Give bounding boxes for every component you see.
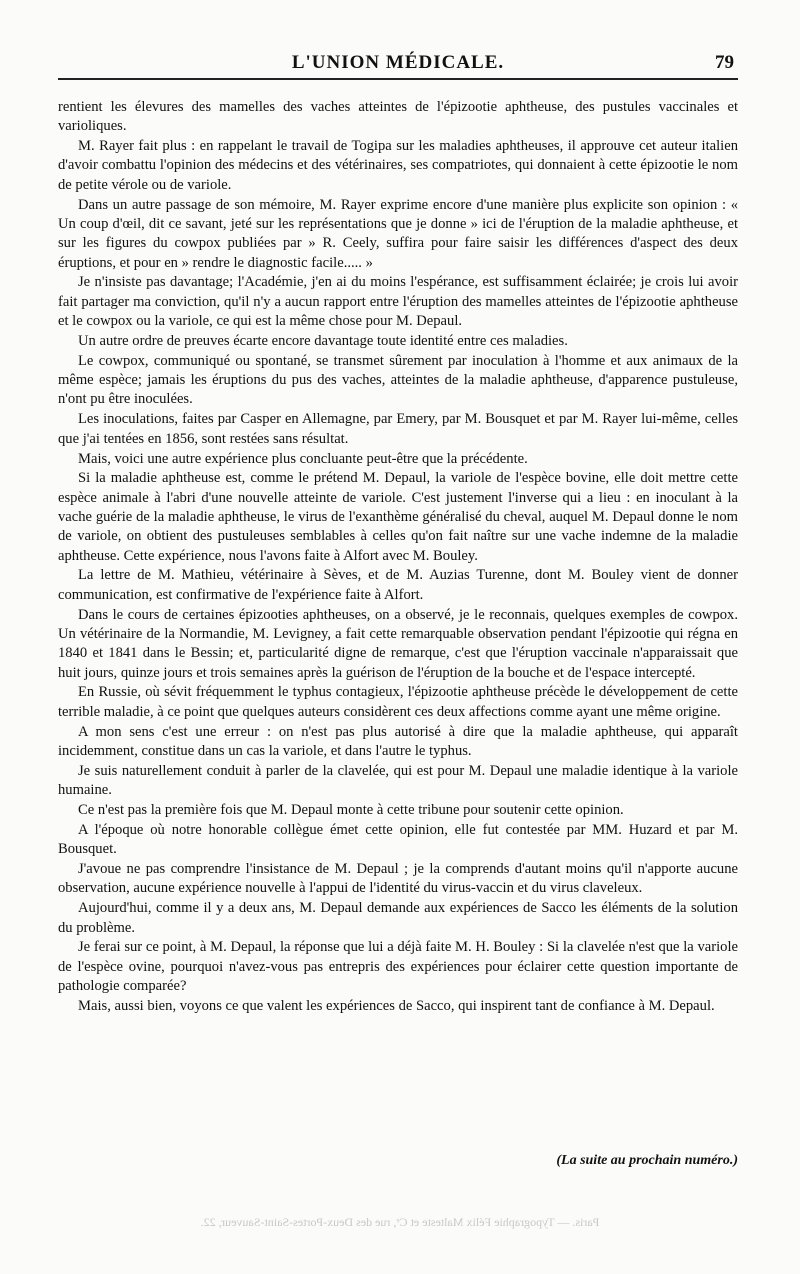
paragraph: Dans le cours de certaines épizooties aphtheuses, on a observé, je le reconnais, quelques exemples de cowpox. Un vétérinaire de la Normandie, M. Levigney, a fait cette remarquable observation pendant l'épizootie qui régna en 1840 et 1841 dans le Bessin; et, particularité digne de remarque, c'est que l'éruption vaccinale n'apparaissait que huit jours, quinze jours et trois semaines après la guérison de l'éruption de la bouche et de l'espace intercepté. <box>58 606 738 681</box>
paragraph: Dans un autre passage de son mémoire, M. Rayer exprime encore d'une manière plus explicite son opinion : « Un coup d'œil, dit ce savant, jeté sur les représentations que je donne » ici de l'éruption de la maladie aphtheuse, et sur les figures du cowpox publiées par » R. Ceely, suffira pour faire saisir les différences d'aspect des deux éruptions, et pour en » rendre le diagnostic facile..... » <box>58 196 738 271</box>
page-header <box>58 50 738 76</box>
paragraph: Si la maladie aphtheuse est, comme le prétend M. Depaul, la variole de l'espèce bovine, elle doit mettre cette espèce animale à l'abri d'une nouvelle atteinte de variole. C'est justement l'inverse qui a lieu : en inoculant à la vache guérie de la maladie aphtheuse, le virus de l'exanthème généralisé du cheval, auquel M. Depaul donne le nom de variole, on obtient des pustuleuses semblables à celles qu'on fait naître sur une vache indemne de la maladie aphtheuse. Cette expérience, nous l'avons faite à Alfort avec M. Bouley. <box>58 470 738 564</box>
paragraph: Mais, voici une autre expérience plus concluante peut-être que la précédente. <box>78 450 528 467</box>
paragraph: J'avoue ne pas comprendre l'insistance de M. Depaul ; je la comprends d'autant moins qu'il n'apporte aucune observation, aucune expérience nouvelle à l'appui de l'identité du virus-vaccin et du virus claveleux. <box>58 861 738 897</box>
paragraph: La lettre de M. Mathieu, vétérinaire à Sèves, et de M. Auzias Turenne, dont M. Bouley vient de donner communication, est confirmative de l'expérience faite à Alfort. <box>58 567 738 603</box>
paragraph: Le cowpox, communiqué ou spontané, se transmet sûrement par inoculation à l'homme et aux animaux de la même espèce; jamais les éruptions du pus des vaches, atteintes de la maladie aphtheuse, d'apparence pustuleuse, n'ont pu être inoculées. <box>58 352 738 408</box>
paragraph: A l'époque où notre honorable collègue émet cette opinion, elle fut contestée par MM. Huzard et par M. Bousquet. <box>58 821 738 858</box>
paragraph: En Russie, où sévit fréquemment le typhus contagieux, l'épizootie aphtheuse précède le développement de cette terrible maladie, à ce point que quelques auteurs considèrent ces deux affections comme ayant une même origine. <box>58 684 738 720</box>
paragraph: Aujourd'hui, comme il y a deux ans, M. Depaul demande aux expériences de Sacco les éléments de la solution du problème. <box>58 900 738 936</box>
page-number: 79 <box>715 52 734 73</box>
continuation-note: (La suite au prochain numéro.) <box>556 1153 738 1168</box>
paragraph: Je ferai sur ce point, à M. Depaul, la réponse que lui a déjà faite M. H. Bouley : Si la clavelée n'est que la variole de l'espèce ovine, pourquoi n'avez-vous pas entrepris des expériences pour éclairer cette question importante de pathologie comparée? <box>58 939 738 995</box>
paragraph: Je suis naturellement conduit à parler de la clavelée, qui est pour M. Depaul une maladie identique à la variole humaine. <box>58 762 738 799</box>
paragraph: M. Rayer fait plus : en rappelant le travail de Togipa sur les maladies aphtheuses, il approuve cet auteur italien d'avoir combattu l'opinion des médecins et des vétérinaires, ses compatriotes, qui donnaient à cette épizootie le nom de petite vérole ou de variole. <box>58 138 738 193</box>
header-rule <box>58 78 738 80</box>
paragraph: Les inoculations, faites par Casper en Allemagne, par Emery, par M. Bousquet et par M. Rayer lui-même, celles que j'ai tentées en 1856, sont restées sans résultat. <box>58 411 738 447</box>
paragraph: Un autre ordre de preuves écarte encore davantage toute identité entre ces maladies. <box>78 332 568 349</box>
paragraph: A mon sens c'est une erreur : on n'est pas plus autorisé à dire que la maladie aphtheuse, qui apparaît incidemment, constitue dans un cas la variole, et dans l'autre le typhus. <box>58 723 738 759</box>
footer-showthrough: Paris. — Typographie Félix Malteste et Cᵉ, rue des Deux-Portes-Saint-Sauveur, 22. <box>200 1215 600 1229</box>
paragraph: Mais, aussi bien, voyons ce que valent les expériences de Sacco, qui inspirent tant de confiance à M. Depaul. <box>78 997 715 1014</box>
paragraph: rentient les élevures des mamelles des vaches atteintes de l'épizootie aphtheuse, des pustules vaccinales et varioliques. <box>58 99 738 135</box>
paragraph: Je n'insiste pas davantage; l'Académie, j'en ai du moins l'espérance, est suffisamment éclairée; je crois lui avoir fait partager ma conviction, qu'il n'y a aucun rapport entre l'éruption des mamelles atteintes de l'épizootie aphtheuse et le cowpox ou la variole, ce qui est la même chose pour M. Depaul. <box>58 274 738 330</box>
paragraph: Ce n'est pas la première fois que M. Depaul monte à cette tribune pour soutenir cette opinion. <box>78 802 624 818</box>
running-title: L'UNION MÉDICALE. <box>291 52 505 73</box>
article-body <box>58 98 738 1178</box>
